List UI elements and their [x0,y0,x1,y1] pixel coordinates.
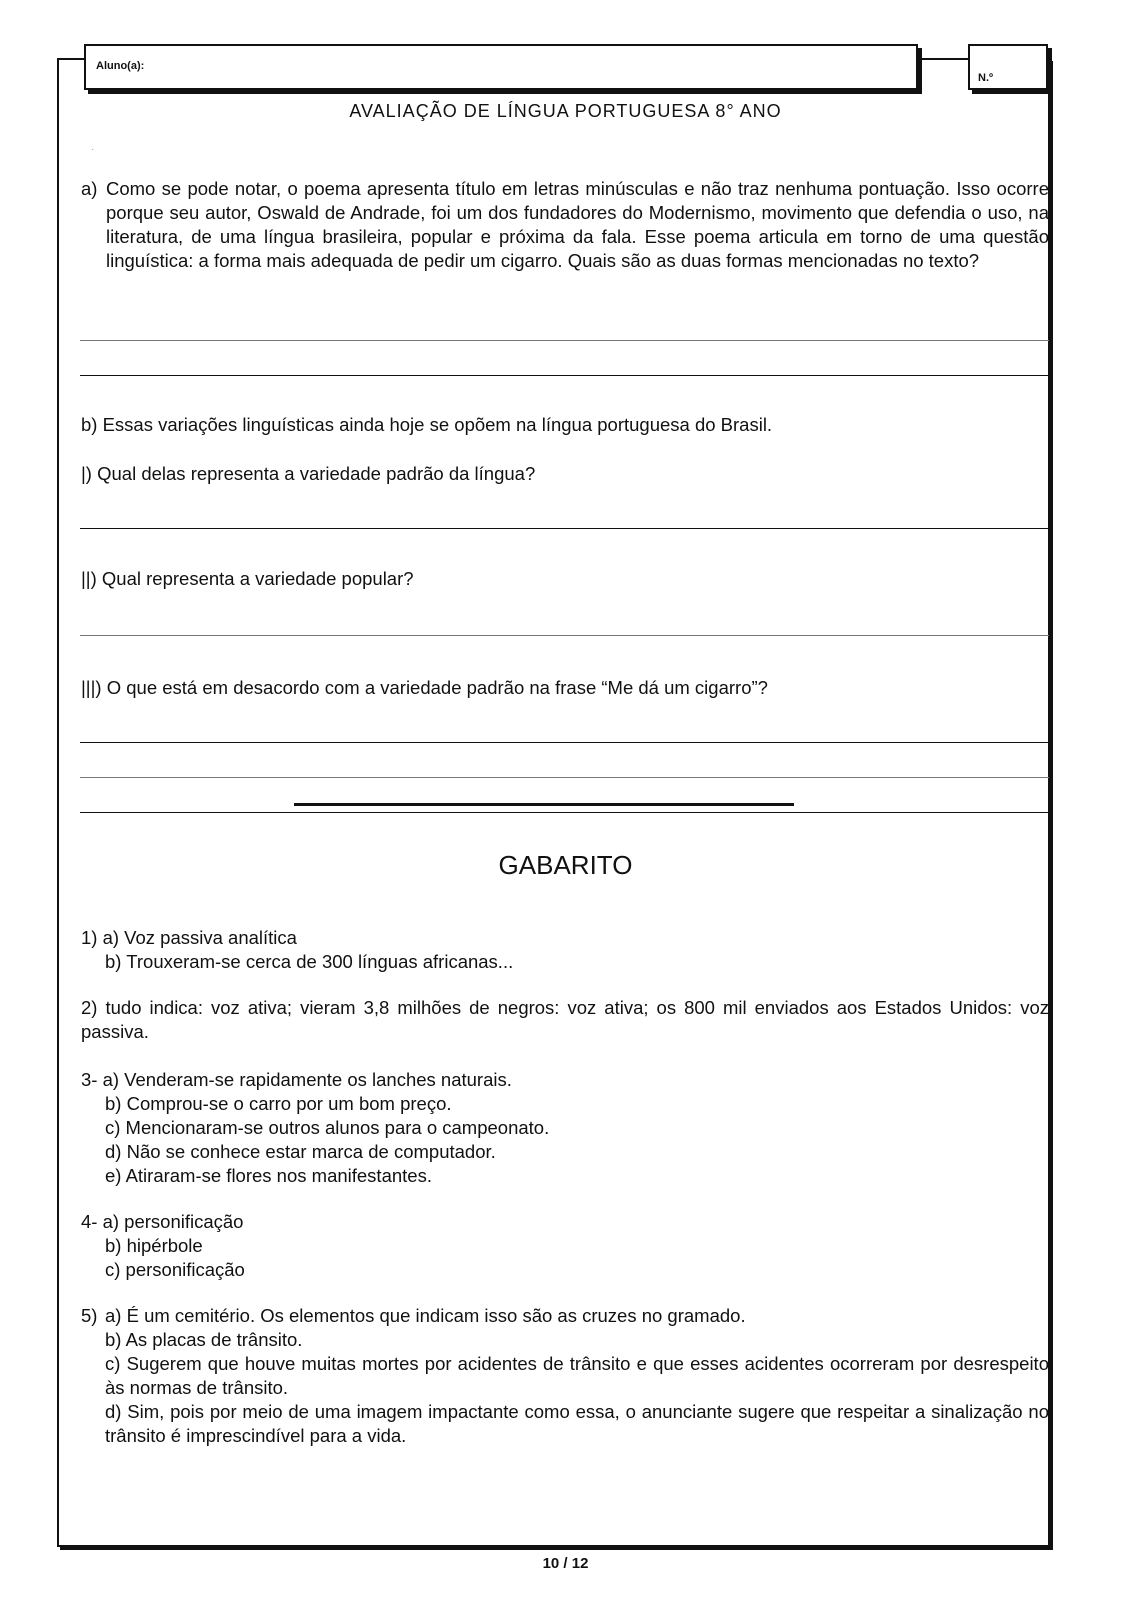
answer-4c: c) personificação [105,1259,245,1280]
student-name-field[interactable] [84,44,918,90]
answer-4 [81,1210,1049,1282]
page-number: 10 / 12 [542,1555,589,1572]
answer-5b: b) As placas de trânsito. [105,1329,303,1350]
answer-5-marker: 5) [81,1305,98,1326]
question-b: b) Essas variações linguísticas ainda hoje se opõem na língua portuguesa do Brasil. [81,414,773,435]
answer-5a: a) É um cemitério. Os elementos que indicam isso são as cruzes no gramado. [105,1305,746,1326]
answer-3d: d) Não se conhece estar marca de computador. [105,1141,496,1162]
student-number-field[interactable] [968,44,1048,90]
answer-line[interactable] [80,812,1049,813]
answer-5d: d) Sim, pois por meio de uma imagem impactante como essa, o anunciante sugere que respeitar a sinalização no trânsito é imprescindível para a vida. [105,1401,1049,1446]
answer-line[interactable] [80,635,1049,636]
student-label: Aluno(a): [96,60,145,72]
answer-1 [81,926,1049,974]
page-title: AVALIAÇÃO DE LÍNGUA PORTUGUESA 8° ANO [349,101,782,121]
answer-3c: c) Mencionaram-se outros alunos para o campeonato. [105,1117,550,1138]
answer-1b: b) Trouxeram-se cerca de 300 línguas africanas... [105,951,514,972]
answer-line[interactable] [80,375,1049,376]
answer-5 [81,1304,1049,1448]
question-a-text: Como se pode notar, o poema apresenta título em letras minúsculas e não traz nenhuma pontuação. Isso ocorre porque seu autor, Oswald de Andrade, foi um dos fundadores do Modernismo, movimento que defendia o uso, na literatura, de uma língua brasileira, popular e próxima da fala. Esse poema articula em torno de uma questão linguística: a forma mais adequada de pedir um cigarro. Quais são as duas formas mencionadas no texto? [106,178,1049,271]
number-label: N.º [978,72,994,84]
answer-line[interactable] [80,742,1049,743]
answer-line[interactable] [80,777,1049,778]
answer-5c: c) Sugerem que houve muitas mortes por acidentes de trânsito e que esses acidentes ocorreram por desrespeito às normas de trânsito. [105,1353,1049,1398]
answer-2-text: 2) tudo indica: voz ativa; vieram 3,8 milhões de negros: voz ativa; os 800 mil enviados aos Estados Unidos: voz passiva. [81,997,1049,1042]
question-a-marker: a) [81,178,98,199]
answer-1a: 1) a) Voz passiva analítica [81,927,297,948]
answer-line[interactable] [80,528,1049,529]
answer-3b: b) Comprou-se o carro por um bom preço. [105,1093,452,1114]
answer-4b: b) hipérbole [105,1235,203,1256]
answer-3a: 3- a) Venderam-se rapidamente os lanches naturais. [81,1069,512,1090]
question-b3: |||) O que está em desacordo com a variedade padrão na frase “Me dá um cigarro”? [81,677,768,698]
answer-3 [81,1068,1049,1188]
question-a [81,177,1049,273]
answer-4a: 4- a) personificação [81,1211,244,1232]
answer-2 [81,996,1049,1044]
question-b1: |) Qual delas representa a variedade padrão da língua? [81,463,536,484]
answer-3e: e) Atiraram-se flores nos manifestantes. [105,1165,432,1186]
answer-line[interactable] [80,340,1049,341]
question-b2: ||) Qual representa a variedade popular? [81,568,414,589]
section-separator [294,803,794,806]
answer-key-heading: GABARITO [498,850,633,880]
stray-dot: . [92,146,94,152]
